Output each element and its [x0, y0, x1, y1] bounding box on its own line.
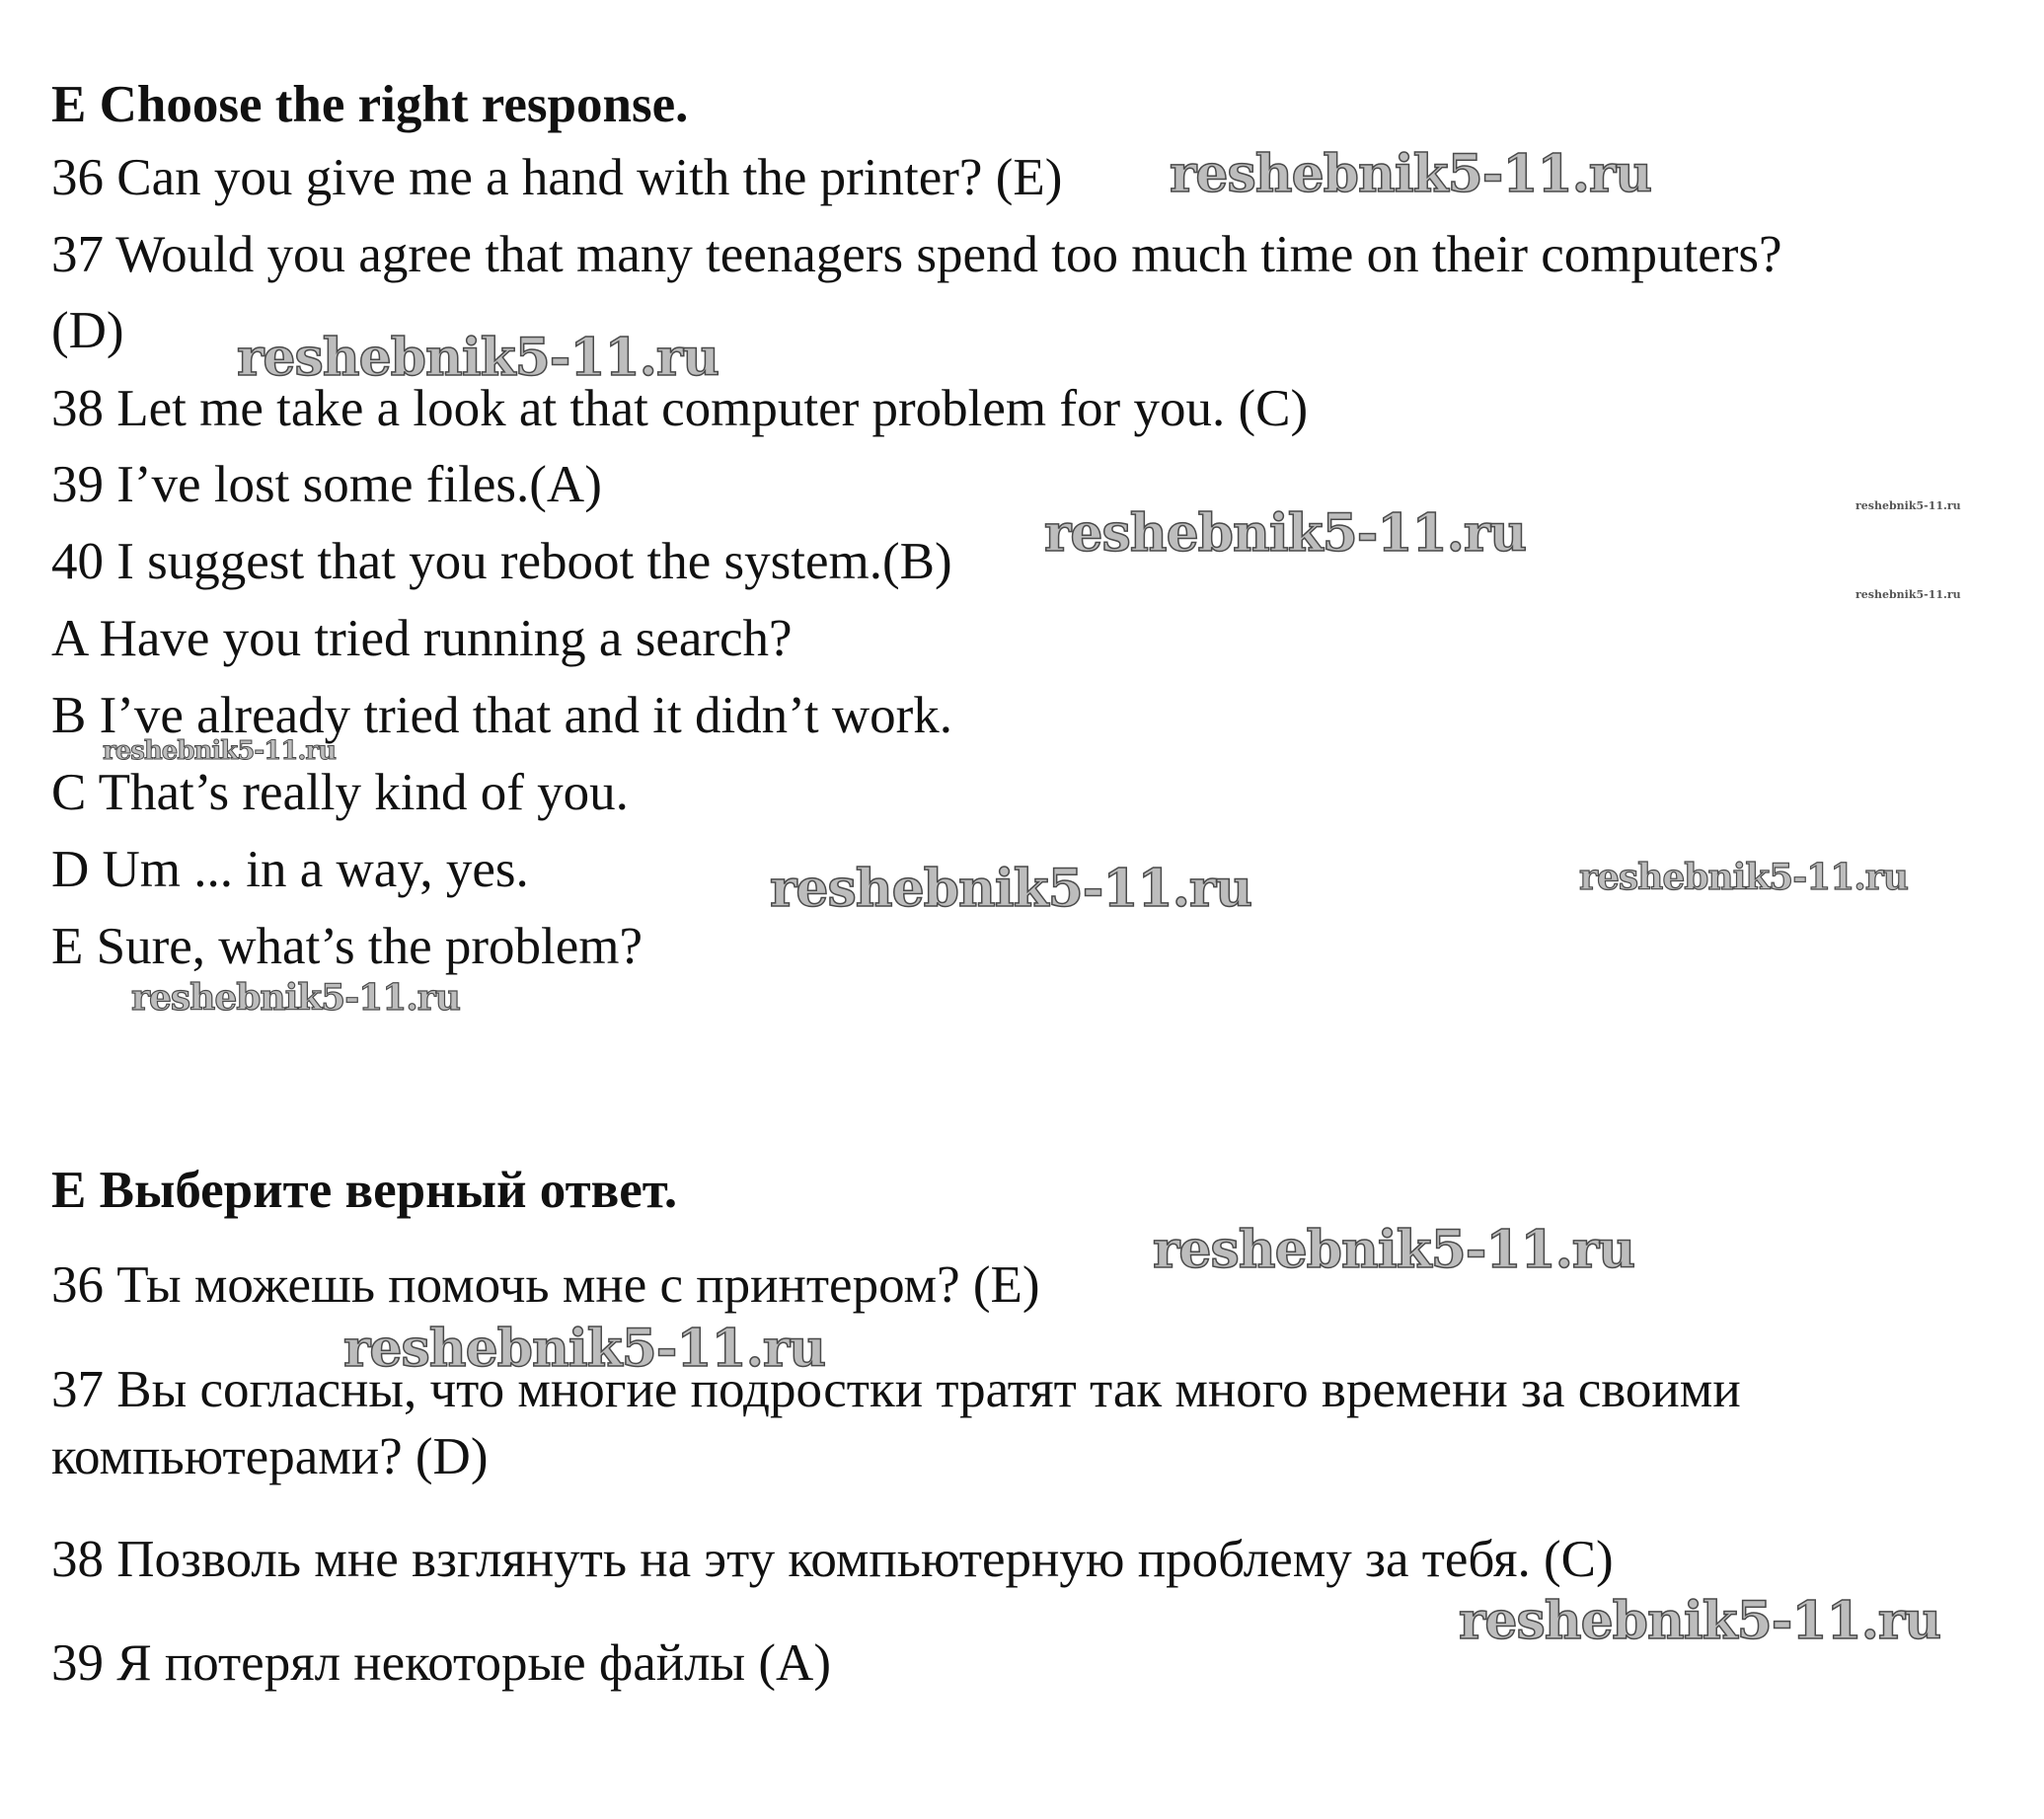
- response-b: B I’ve already tried that and it didn’t work.: [51, 687, 953, 744]
- ru-question-37-cont: компьютерами? (D): [51, 1428, 489, 1485]
- question-39: 39 I’ve lost some files.(A): [51, 456, 602, 513]
- ru-question-36: 36 Ты можешь помочь мне с принтером? (E): [51, 1256, 1040, 1314]
- response-e: E Sure, what’s the problem?: [51, 918, 643, 975]
- russian-heading: E Выберите верный ответ.: [51, 1162, 678, 1219]
- ru-question-37: 37 Вы согласны, что многие подростки тратят так много времени за своими: [51, 1361, 1741, 1418]
- question-36: 36 Can you give me a hand with the printer? (E): [51, 149, 1063, 206]
- watermark: reshebnik5-11.ru: [131, 977, 460, 1019]
- watermark: reshebnik5-11.ru: [237, 328, 719, 388]
- watermark: reshebnik5-11.ru: [1855, 588, 1961, 601]
- ru-question-38: 38 Позволь мне взглянуть на эту компьютерную проблему за тебя. (C): [51, 1531, 1614, 1588]
- watermark: reshebnik5-11.ru: [770, 859, 1252, 919]
- watermark: reshebnik5-11.ru: [1855, 499, 1961, 512]
- english-heading: E Choose the right response.: [51, 76, 689, 133]
- question-40: 40 I suggest that you reboot the system.(B): [51, 533, 952, 590]
- watermark: reshebnik5-11.ru: [343, 1319, 826, 1379]
- question-38: 38 Let me take a look at that computer problem for you. (C): [51, 380, 1309, 437]
- response-d: D Um ... in a way, yes.: [51, 841, 529, 898]
- watermark: reshebnik5-11.ru: [1170, 144, 1652, 204]
- watermark: reshebnik5-11.ru: [1579, 857, 1908, 898]
- response-c: C That’s really kind of you.: [51, 764, 629, 821]
- question-37: 37 Would you agree that many teenagers spend too much time on their computers?: [51, 226, 1782, 283]
- question-37-answer: (D): [51, 302, 124, 359]
- watermark: reshebnik5-11.ru: [1153, 1220, 1635, 1280]
- ru-question-39: 39 Я потерял некоторые файлы (A): [51, 1634, 831, 1692]
- watermark: reshebnik5-11.ru: [103, 736, 337, 766]
- watermark: reshebnik5-11.ru: [1459, 1591, 1941, 1651]
- response-a: A Have you tried running a search?: [51, 610, 793, 667]
- watermark: reshebnik5-11.ru: [1044, 503, 1527, 564]
